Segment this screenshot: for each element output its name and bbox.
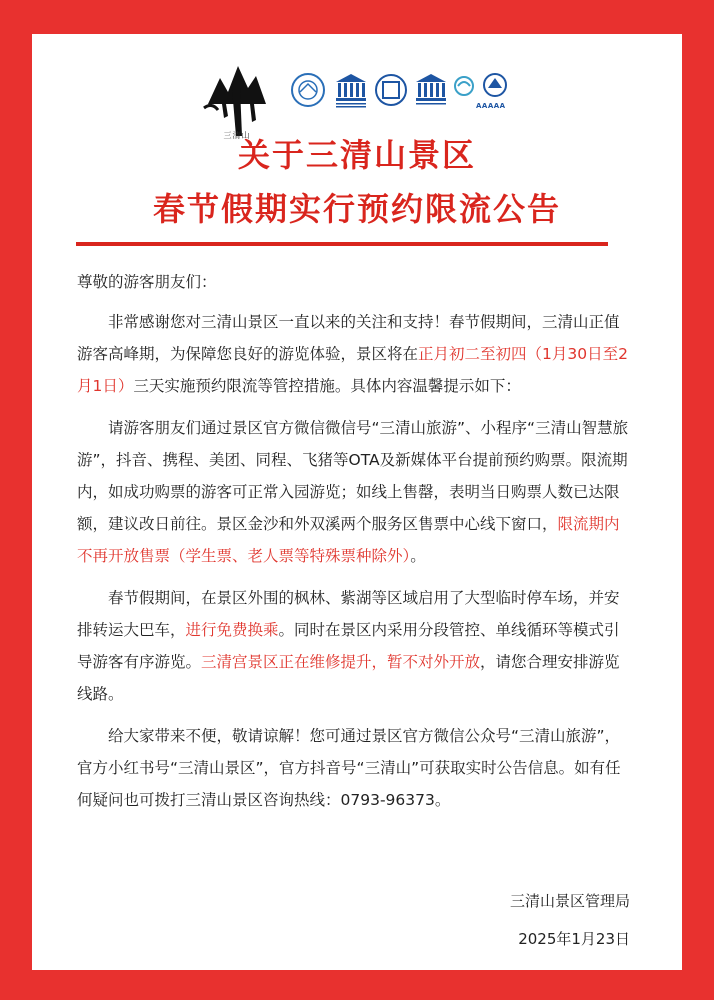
- paragraph-4: 给大家带来不便，敬请谅解！您可通过景区官方微信公众号“三清山旅游”，官方小红书号“三清山景区”，官方抖音号“三清山”可获取实时公告信息。如有任何疑问也可拨打三清山景区咨询热线：0793-96373。: [77, 727, 621, 809]
- unesco-temple-icon-2: [414, 72, 448, 108]
- title-divider: [76, 242, 608, 246]
- p3-text-a: 春节假期间，在景区外围的枫林、紫湖等区域启用了大型临时停车场，并安排转运大巴车，: [77, 589, 620, 639]
- p3-text-c: ，请您合理安排游览线路。: [77, 653, 620, 703]
- p3-highlight-1: 进行免费换乘: [185, 621, 279, 639]
- paragraph-2: [77, 412, 632, 572]
- greeting: 尊敬的游客朋友们：: [77, 273, 217, 291]
- national-5a-emblem-icon: [480, 72, 510, 102]
- notice-body: [77, 266, 632, 826]
- notice-title-line1: 关于三清山景区: [237, 136, 476, 174]
- unesco-temple-icon: [334, 72, 368, 108]
- global-geopark-icon: [454, 72, 474, 108]
- p3-text-b: 。同时在景区内采用分段管控、单线循环等模式引导游客有序游览。: [77, 621, 620, 671]
- p2-highlight: 限流期内不再开放售票（学生票、老人票等特殊票种除外）: [77, 515, 620, 565]
- geopark-badge-icon: [290, 72, 326, 108]
- p2-text-b: 。: [410, 547, 426, 565]
- notice-date: 2025年1月23日: [518, 930, 630, 948]
- signature: 三清山景区管理局: [509, 892, 630, 910]
- p3-highlight-2: 三清宫景区正在维修提升，暂不对外开放: [201, 653, 481, 671]
- notice-sheet: [32, 34, 682, 970]
- paragraph-1: [77, 306, 632, 402]
- logo-caption: 三清山: [223, 131, 251, 140]
- p1-highlight: 正月初二至初四（1月30日至2月1日）: [77, 345, 628, 395]
- paragraph-3: [77, 582, 632, 710]
- world-heritage-icon: [374, 72, 408, 108]
- 5a-rating-label: AAAAA: [476, 102, 506, 110]
- notice-title-line2: 春节假期实行预约限流公告: [152, 190, 561, 228]
- p1-text-b: 三天实施预约限流等管控措施。具体内容温馨提示如下：: [133, 377, 521, 395]
- p2-text-a: 请游客朋友们通过景区官方微信微信号“三清山旅游”、小程序“三清山智慧旅游”，抖音、携程、美团、同程、飞猪等OTA及新媒体平台提前预约购票。限流期内，如成功购票的游客可正常入园游览；如线上售罄，表明当日购票人数已达限额，建议改日前往。景区金沙和外双溪两个服务区售票中心线下窗口，: [77, 419, 629, 533]
- p1-text-a: 非常感谢您对三清山景区一直以来的关注和支持！春节假期间，三清山正值游客高峰期，为保障您良好的游览体验，景区将在: [77, 313, 620, 363]
- certification-badges: [290, 72, 520, 132]
